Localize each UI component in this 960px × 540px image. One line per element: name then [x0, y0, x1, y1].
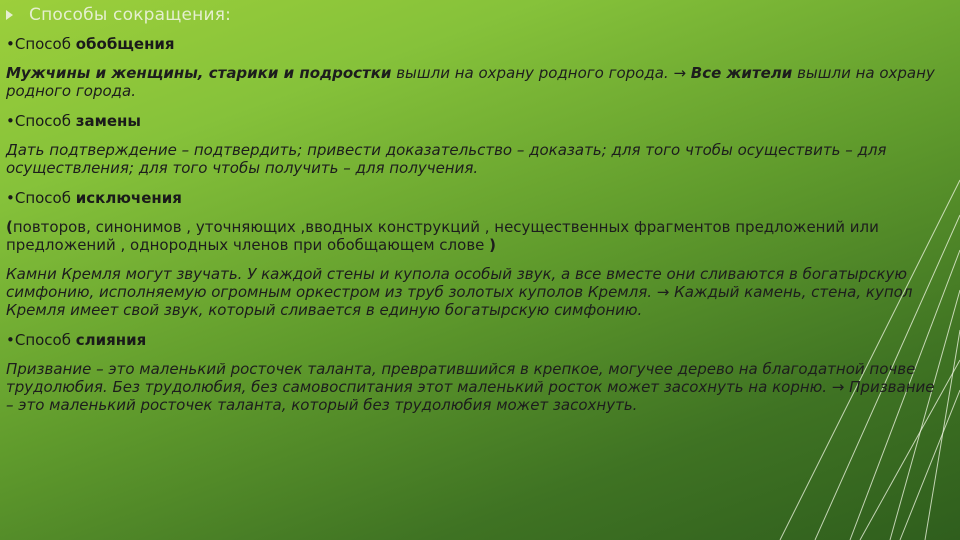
- triangle-bullet-icon: [6, 10, 13, 20]
- slide-title: Способы сокращения:: [29, 5, 232, 25]
- heading-prefix: •Способ: [6, 331, 76, 349]
- paragraph-text: вышли на охрану родного города. →: [391, 64, 691, 82]
- heading-keyword: слияния: [75, 331, 147, 349]
- emphasis-text: Все жители: [690, 64, 793, 82]
- open-paren: (: [6, 218, 13, 236]
- example-paragraph: Призвание – это маленький росточек таланта, превратившийся в крепкое, могучее дерево на благодатной почве трудолюбия. Без трудолюбия, без самовоспитания этот маленький росток может засохнуть на корню. → Призвание – это маленький росточек таланта, который без трудолюбия может засохнуть.: [6, 360, 935, 414]
- paragraph-text: повторов, синонимов , уточняющих ,вводных конструкций , несущественных фрагментов предложений или предложений , однородных членов при обобщающем слове: [6, 218, 879, 254]
- heading-prefix: •Способ: [6, 112, 76, 130]
- heading-keyword: замены: [75, 112, 141, 130]
- heading-keyword: исключения: [75, 189, 182, 207]
- section-heading-merging: [6, 330, 941, 350]
- paragraph-text: вышли на охрану родного города.: [6, 64, 935, 100]
- section-heading-generalization: [6, 34, 941, 54]
- heading-keyword: обобщения: [75, 35, 175, 53]
- example-paragraph: Камни Кремля могут звучать. У каждой стены и купола особый звук, а все вместе они сливаются в богатырскую симфонию, исполняемую огромным оркестром из труб золотых куполов Кремля. → Каждый камень, стена, купол Кремля имеет свой звук, который сливается в единую богатырскую симфонию.: [6, 265, 913, 319]
- heading-prefix: •Способ: [6, 189, 76, 207]
- slide-content: [6, 34, 941, 425]
- emphasis-text: Мужчины и женщины, старики и подростки: [6, 64, 392, 82]
- heading-prefix: •Способ: [6, 35, 76, 53]
- exclusion-description: [6, 218, 941, 254]
- example-paragraph: [6, 64, 941, 100]
- section-heading-exclusion: [6, 188, 941, 208]
- example-paragraph: Дать подтверждение – подтвердить; привести доказательство – доказать; для того чтобы осуществить – для осуществления; для того чтобы получить – для получения.: [6, 141, 887, 177]
- slide-title-row: [6, 2, 231, 28]
- close-paren: ): [489, 236, 497, 254]
- section-heading-replacement: [6, 111, 941, 131]
